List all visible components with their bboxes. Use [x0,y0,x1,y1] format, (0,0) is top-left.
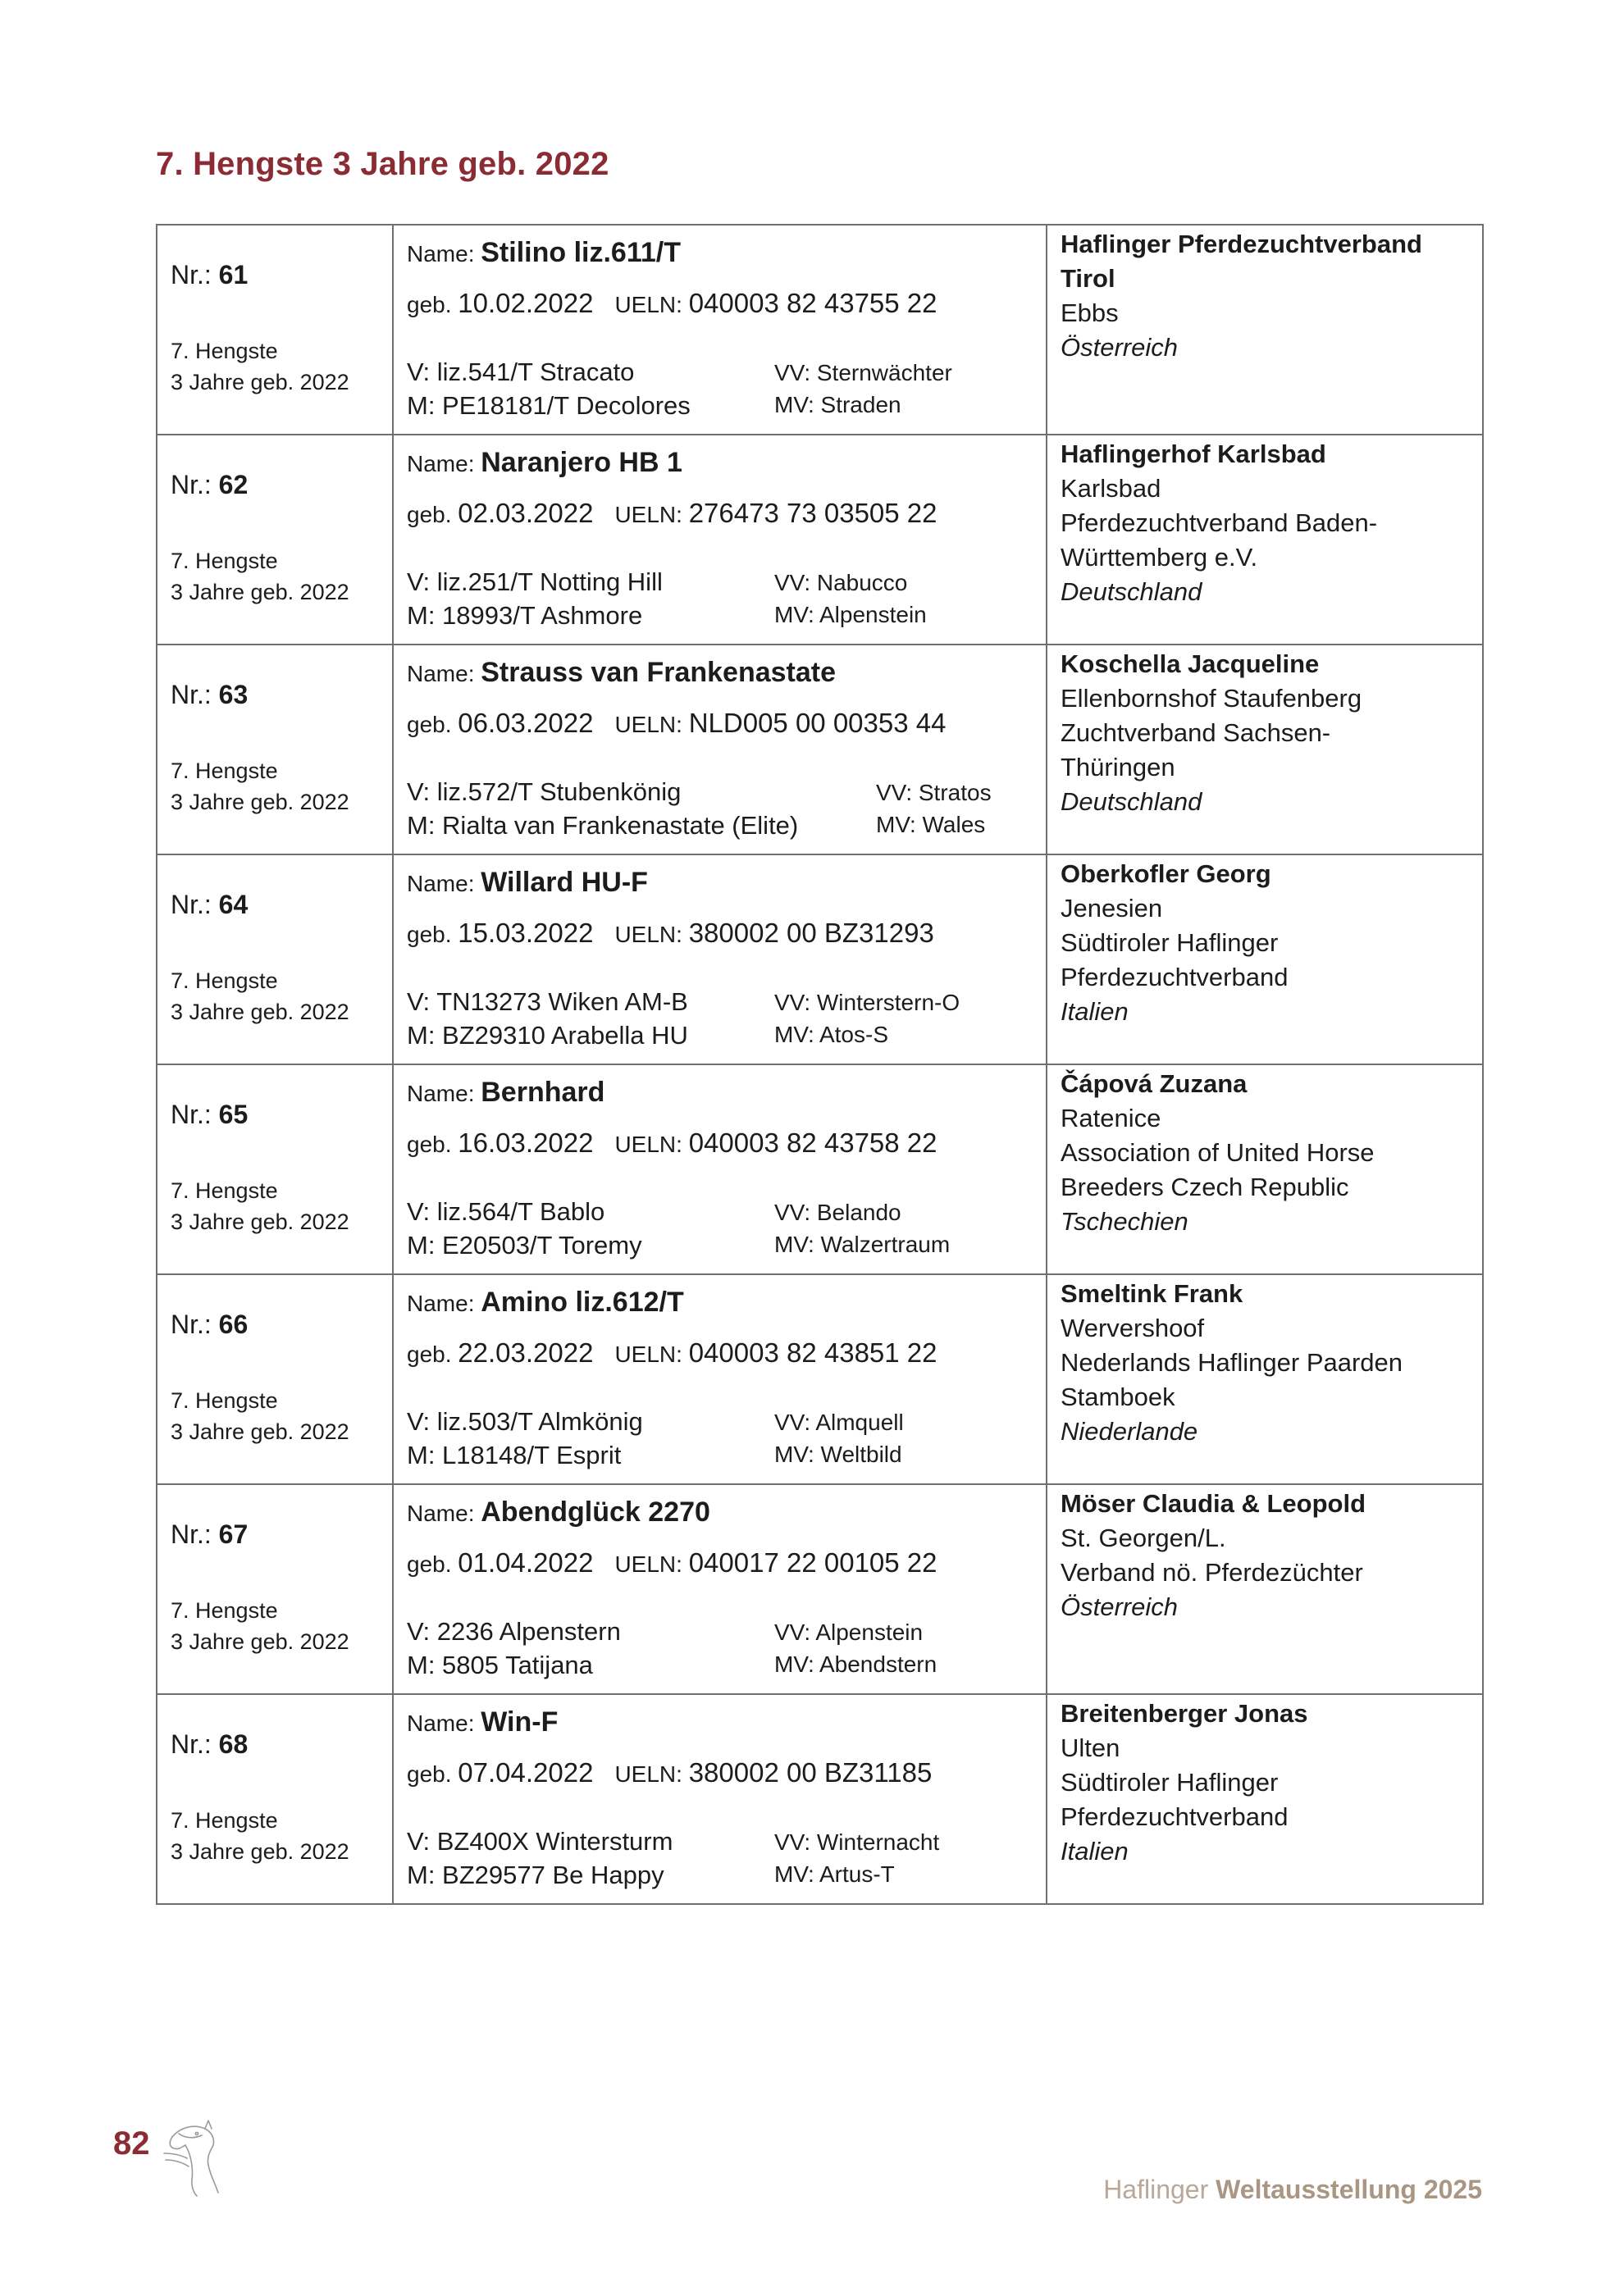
nr-label: Nr.: [171,260,212,289]
owner-cell [1047,1484,1483,1694]
class-line-2: 3 Jahre geb. 2022 [171,370,349,394]
parents [407,1195,642,1262]
dam: M: BZ29310 Arabella HU [407,1021,688,1050]
owner-name: Čápová Zuzana [1061,1069,1248,1098]
ueln-value: NLD005 00 00353 44 [688,708,947,738]
birth-date: 16.03.2022 [458,1128,594,1158]
brand-light: Haflinger [1103,2175,1209,2204]
dam: M: 18993/T Ashmore [407,601,643,630]
birth-ueln-line [407,708,946,739]
maternal-grandsire: MV: Alpenstein [774,602,927,627]
country: Deutschland [1061,787,1202,816]
class-line-2: 3 Jahre geb. 2022 [171,1210,349,1234]
owner-info [1061,472,1469,575]
nr-value: 66 [218,1310,249,1339]
owner-cell [1047,1694,1483,1904]
class-line-1: 7. Hengste [171,549,278,573]
parents [407,775,798,842]
name-label: Name: [407,241,475,266]
maternal-grandsire: MV: Wales [876,812,986,837]
birth-date: 10.02.2022 [458,288,594,318]
nr-label: Nr.: [171,1100,212,1129]
ueln-value: 276473 73 03505 22 [688,498,937,528]
grandsires [774,1196,950,1260]
country: Österreich [1061,1592,1178,1621]
birth-ueln-line [407,1757,932,1788]
nr-value: 63 [218,680,249,709]
ueln-label: UELN: [614,502,682,527]
owner-name: Haflinger Pferdezuchtverband Tirol [1061,230,1422,293]
horse-details-cell [393,1274,1047,1484]
owner-name: Möser Claudia & Leopold [1061,1489,1366,1518]
ueln-label: UELN: [614,292,682,317]
owner-info-line: Pferdezuchtverband [1061,963,1289,991]
parents [407,1405,643,1472]
ueln-value: 040003 82 43851 22 [688,1337,937,1368]
entry-number [171,1310,248,1340]
horse-name [407,237,681,269]
owner-info [1061,681,1469,785]
horse-details-cell [393,435,1047,645]
nr-label: Nr.: [171,470,212,499]
owner-info [1061,296,1469,330]
owner-name: Haflingerhof Karlsbad [1061,440,1326,468]
sire: V: liz.541/T Stracato [407,358,635,386]
born-label: geb. [407,292,452,317]
entry-number-cell [157,225,393,435]
entry-number [171,260,248,290]
sire: V: liz.503/T Almkönig [407,1407,643,1436]
class-line-1: 7. Hengste [171,1808,278,1833]
nr-label: Nr.: [171,1729,212,1759]
paternal-grandsire: VV: Belando [774,1200,901,1225]
nr-label: Nr.: [171,1310,212,1339]
owner-info-line: Pferdezuchtverband Baden- [1061,508,1378,537]
brand-bold: Weltausstellung 2025 [1216,2175,1482,2204]
paternal-grandsire: VV: Winternacht [774,1829,940,1855]
owner-info-line: Zuchtverband Sachsen- [1061,718,1331,747]
entry-row [157,435,1483,645]
ueln-value: 040017 22 00105 22 [688,1547,937,1578]
entries-table [156,224,1484,1905]
maternal-grandsire: MV: Straden [774,392,901,417]
owner-info-line: Ratenice [1061,1104,1161,1132]
owner-info-line: Pferdezuchtverband [1061,1802,1289,1831]
entry-number [171,470,248,500]
entry-number [171,680,248,710]
born-label: geb. [407,1132,452,1157]
birth-ueln-line [407,288,937,319]
country: Italien [1061,1837,1129,1866]
birth-ueln-line [407,1128,937,1159]
nr-value: 61 [218,260,249,289]
owner-info-line: Breeders Czech Republic [1061,1173,1349,1201]
dam: M: L18148/T Esprit [407,1441,622,1469]
entry-number [171,1519,248,1550]
entry-number-cell [157,1064,393,1274]
horse-details-cell [393,1484,1047,1694]
owner-info [1061,1521,1469,1590]
parents [407,565,663,632]
entry-row [157,1064,1483,1274]
footer-brand [1103,2175,1482,2205]
dam: M: PE18181/T Decolores [407,391,691,420]
maternal-grandsire: MV: Atos-S [774,1022,889,1047]
owner-name: Oberkofler Georg [1061,859,1271,888]
maternal-grandsire: MV: Weltbild [774,1442,902,1467]
horse-name-value: Strauss van Frankenastate [481,657,837,688]
class-line-1: 7. Hengste [171,1178,278,1203]
horse-details-cell [393,225,1047,435]
class-label [171,335,349,398]
maternal-grandsire: MV: Abendstern [774,1651,937,1677]
ueln-label: UELN: [614,1551,682,1577]
owner-info-line: Wervershoof [1061,1314,1205,1342]
nr-value: 64 [218,890,249,919]
class-line-2: 3 Jahre geb. 2022 [171,1000,349,1024]
nr-value: 67 [218,1519,249,1549]
horse-name-value: Naranjero HB 1 [481,447,682,478]
ueln-label: UELN: [614,712,682,737]
owner-info-line: Verband nö. Pferdezüchter [1061,1558,1363,1587]
horse-details-cell [393,645,1047,854]
grandsires [774,986,960,1050]
owner-cell [1047,225,1483,435]
horse-name [407,1287,684,1319]
name-label: Name: [407,1291,475,1316]
grandsires [774,1406,904,1470]
class-label [171,1805,349,1867]
parents [407,1824,673,1892]
owner-info [1061,891,1469,995]
owner-info-line: Stamboek [1061,1383,1175,1411]
class-label [171,545,349,608]
name-label: Name: [407,1711,475,1736]
class-line-2: 3 Jahre geb. 2022 [171,1419,349,1444]
owner-info-line: Ebbs [1061,298,1119,327]
ueln-label: UELN: [614,1342,682,1367]
ueln-label: UELN: [614,922,682,947]
horse-name-value: Stilino liz.611/T [481,237,681,268]
owner-info-line: Thüringen [1061,753,1175,781]
entry-row [157,854,1483,1064]
ueln-value: 380002 00 BZ31185 [688,1757,933,1788]
class-line-2: 3 Jahre geb. 2022 [171,580,349,604]
paternal-grandsire: VV: Winterstern-O [774,990,960,1015]
horse-name-value: Amino liz.612/T [481,1287,684,1318]
birth-ueln-line [407,498,937,529]
country: Deutschland [1061,577,1202,606]
ueln-label: UELN: [614,1132,682,1157]
class-line-1: 7. Hengste [171,1598,278,1623]
country: Österreich [1061,333,1178,362]
owner-name: Breitenberger Jonas [1061,1699,1308,1728]
ueln-value: 040003 82 43755 22 [688,288,937,318]
birth-date: 22.03.2022 [458,1337,594,1368]
dam: M: Rialta van Frankenastate (Elite) [407,811,799,840]
entry-number-cell [157,854,393,1064]
parents [407,1615,621,1682]
entry-row [157,1274,1483,1484]
entry-row [157,225,1483,435]
birth-date: 01.04.2022 [458,1547,594,1578]
owner-info-line: St. Georgen/L. [1061,1524,1226,1552]
owner-cell [1047,854,1483,1064]
entry-row [157,645,1483,854]
entry-number [171,1729,248,1760]
entry-number-cell [157,435,393,645]
born-label: geb. [407,1551,452,1577]
horse-name [407,657,836,689]
horse-name [407,447,682,479]
entry-number-cell [157,1694,393,1904]
paternal-grandsire: VV: Almquell [774,1410,904,1435]
grandsires [774,1616,937,1680]
owner-info-line: Association of United Horse [1061,1138,1375,1167]
owner-cell [1047,1064,1483,1274]
owner-name: Smeltink Frank [1061,1279,1243,1308]
name-label: Name: [407,1081,475,1106]
horse-name-value: Willard HU-F [481,867,648,898]
country: Italien [1061,997,1129,1026]
class-line-1: 7. Hengste [171,339,278,363]
dam: M: E20503/T Toremy [407,1231,642,1260]
horse-details-cell [393,854,1047,1064]
ueln-label: UELN: [614,1761,682,1787]
horse-details-cell [393,1064,1047,1274]
owner-info-line: Südtiroler Haflinger [1061,1768,1279,1797]
name-label: Name: [407,661,475,686]
country: Tschechien [1061,1207,1188,1236]
birth-ueln-line [407,1337,937,1369]
name-label: Name: [407,1501,475,1526]
horse-details-cell [393,1694,1047,1904]
sire: V: 2236 Alpenstern [407,1617,621,1646]
owner-info-line: Württemberg e.V. [1061,543,1258,572]
class-label [171,755,349,818]
horse-name [407,1496,710,1528]
owner-info-line: Südtiroler Haflinger [1061,928,1279,957]
ueln-value: 380002 00 BZ31293 [688,918,934,948]
birth-date: 07.04.2022 [458,1757,594,1788]
owner-info [1061,1731,1469,1834]
entry-number-cell [157,645,393,854]
horse-name [407,867,648,899]
birth-date: 15.03.2022 [458,918,594,948]
section-heading: 7. Hengste 3 Jahre geb. 2022 [156,146,609,182]
class-line-1: 7. Hengste [171,758,278,783]
born-label: geb. [407,1761,452,1787]
maternal-grandsire: MV: Artus-T [774,1861,895,1887]
horse-name-value: Bernhard [481,1077,605,1108]
paternal-grandsire: VV: Stratos [876,780,992,805]
ueln-value: 040003 82 43758 22 [688,1128,937,1158]
class-line-2: 3 Jahre geb. 2022 [171,1839,349,1864]
maternal-grandsire: MV: Walzertraum [774,1232,951,1257]
sire: V: liz.572/T Stubenkönig [407,777,682,806]
nr-value: 65 [218,1100,249,1129]
owner-info-line: Ulten [1061,1733,1120,1762]
class-line-2: 3 Jahre geb. 2022 [171,790,349,814]
owner-info-line: Nederlands Haflinger Paarden [1061,1348,1403,1377]
paternal-grandsire: VV: Alpenstein [774,1620,924,1645]
class-line-2: 3 Jahre geb. 2022 [171,1629,349,1654]
born-label: geb. [407,1342,452,1367]
birth-ueln-line [407,1547,937,1578]
nr-label: Nr.: [171,680,212,709]
entry-row [157,1484,1483,1694]
parents [407,985,688,1052]
class-line-1: 7. Hengste [171,1388,278,1413]
owner-info-line: Jenesien [1061,894,1163,922]
class-label [171,1175,349,1237]
horse-name-value: Abendglück 2270 [481,1496,710,1528]
born-label: geb. [407,502,452,527]
birth-ueln-line [407,918,934,949]
nr-label: Nr.: [171,890,212,919]
horse-head-line-icon [161,2117,226,2199]
horse-name [407,1077,604,1109]
owner-cell [1047,1274,1483,1484]
grandsires [876,777,992,840]
country: Niederlande [1061,1417,1198,1446]
owner-info [1061,1311,1469,1414]
entry-row [157,1694,1483,1904]
sire: V: liz.251/T Notting Hill [407,567,663,596]
class-line-1: 7. Hengste [171,968,278,993]
page-number: 82 [113,2125,150,2162]
entry-number-cell [157,1484,393,1694]
owner-info-line: Karlsbad [1061,474,1161,503]
owner-cell [1047,435,1483,645]
entry-number-cell [157,1274,393,1484]
dam: M: 5805 Tatijana [407,1651,593,1679]
owner-info-line: Ellenbornshof Staufenberg [1061,684,1362,713]
owner-cell [1047,645,1483,854]
sire: V: liz.564/T Bablo [407,1197,605,1226]
name-label: Name: [407,871,475,896]
nr-label: Nr.: [171,1519,212,1549]
owner-name: Koschella Jacqueline [1061,649,1320,678]
name-label: Name: [407,451,475,476]
born-label: geb. [407,922,452,947]
grandsires [774,567,927,631]
sire: V: BZ400X Wintersturm [407,1827,673,1856]
horse-name [407,1706,558,1738]
owner-info [1061,1101,1469,1205]
nr-value: 68 [218,1729,249,1759]
born-label: geb. [407,712,452,737]
class-label [171,965,349,1027]
paternal-grandsire: VV: Nabucco [774,570,908,595]
paternal-grandsire: VV: Sternwächter [774,360,952,385]
birth-date: 06.03.2022 [458,708,594,738]
dam: M: BZ29577 Be Happy [407,1861,664,1889]
horse-name-value: Win-F [481,1706,559,1738]
class-label [171,1385,349,1447]
grandsires [774,357,952,421]
entry-number [171,890,248,920]
parents [407,355,691,422]
grandsires [774,1826,939,1890]
class-label [171,1595,349,1657]
nr-value: 62 [218,470,249,499]
entry-number [171,1100,248,1130]
sire: V: TN13273 Wiken AM-B [407,987,688,1016]
birth-date: 02.03.2022 [458,498,594,528]
